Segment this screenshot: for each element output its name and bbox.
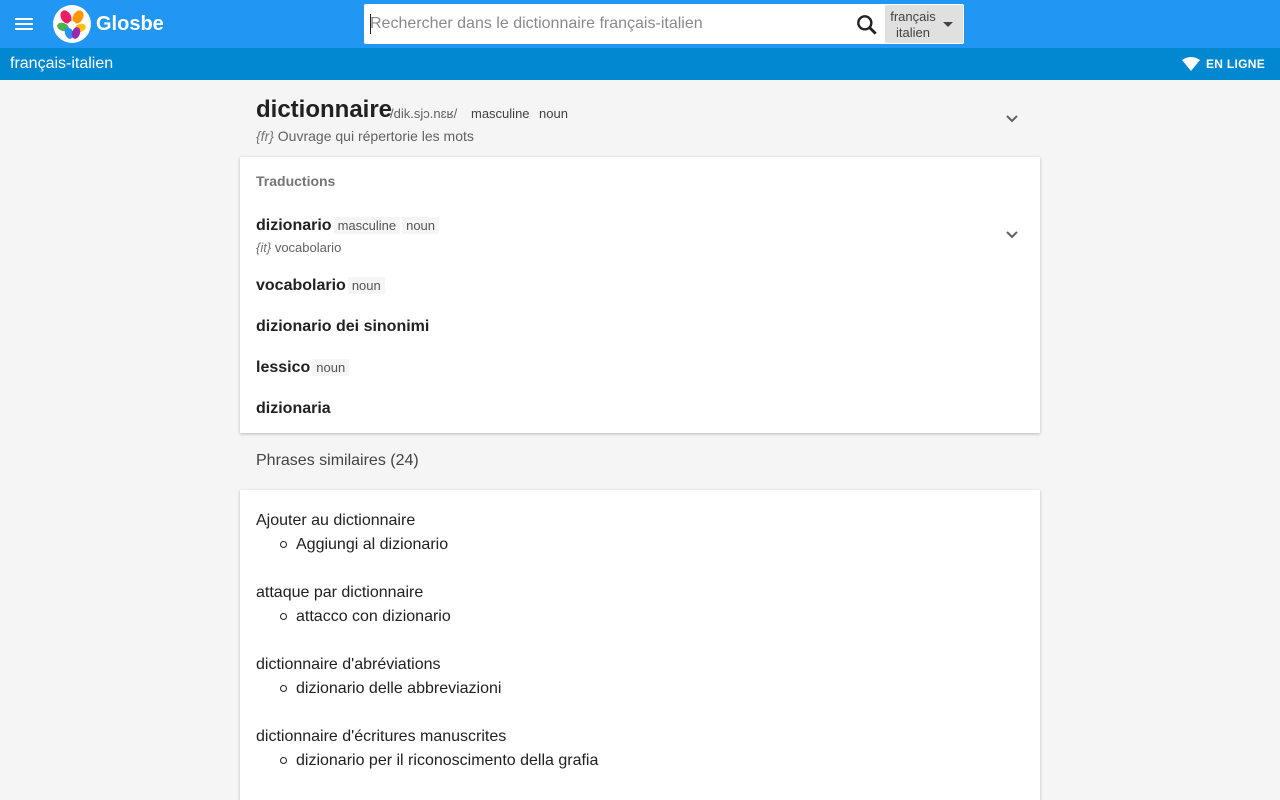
similar-phrases-card	[240, 490, 1040, 800]
pos-tag: noun	[348, 277, 385, 294]
dropdown-arrow-icon	[943, 22, 953, 27]
search-input[interactable]	[370, 10, 846, 38]
language-selector[interactable]	[885, 5, 963, 43]
pos-tag: noun	[312, 359, 349, 376]
translation-word: dizionario	[256, 217, 332, 234]
glosbe-logo-icon[interactable]	[53, 5, 91, 43]
phrase-source[interactable]: Ajouter au dictionnaire	[256, 512, 416, 529]
phrase-target[interactable]: dizionario delle abbreviazioni	[296, 680, 502, 697]
similar-phrases-title: Phrases similaires (24)	[256, 452, 419, 469]
translation-word: dizionaria	[256, 400, 331, 417]
translation-item[interactable]	[256, 400, 331, 418]
pos-tag: noun	[539, 106, 568, 121]
definition-text: Ouvrage qui répertorie les mots	[277, 128, 474, 144]
pronunciation: /dik.sjɔ.nɛʁ/	[390, 106, 458, 121]
translation-word: vocabolario	[256, 277, 346, 294]
wifi-icon	[1182, 57, 1200, 71]
phrase-source[interactable]: attaque par dictionnaire	[256, 584, 424, 601]
translation-word: dizionario dei sinonimi	[256, 318, 430, 335]
online-status[interactable]	[1182, 56, 1266, 72]
definition	[256, 128, 474, 144]
language-line-2: italien	[896, 25, 930, 40]
phrase-source[interactable]: dictionnaire d'écritures manuscrites	[256, 728, 507, 745]
search-icon[interactable]	[854, 12, 880, 38]
bullet-icon	[280, 685, 287, 692]
phrase-target[interactable]: Aggiungi al dizionario	[296, 536, 449, 553]
online-label: EN LIGNE	[1206, 57, 1266, 71]
language-line-1: français	[890, 9, 936, 24]
menu-icon[interactable]	[12, 12, 36, 36]
text-caret	[370, 14, 371, 34]
bullet-icon	[280, 757, 287, 764]
pos-tag: noun	[402, 217, 439, 234]
chevron-down-icon[interactable]	[1002, 224, 1022, 244]
definition-lang: {fr}	[256, 128, 274, 144]
phrase-target[interactable]: attacco con dizionario	[296, 608, 451, 625]
translation-item[interactable]	[256, 359, 349, 377]
top-app-bar	[0, 0, 1280, 48]
bullet-icon	[280, 541, 287, 548]
translation-item[interactable]	[256, 318, 429, 336]
phrase-target[interactable]: dizionario per il riconoscimento della grafia	[296, 752, 599, 769]
sub-bar	[0, 48, 1280, 80]
language-pair-title[interactable]: français-italien	[10, 55, 114, 72]
note-text: vocabolario	[274, 240, 342, 255]
translation-note	[256, 240, 341, 255]
brand-name[interactable]: Glosbe	[96, 13, 164, 35]
chevron-down-icon[interactable]	[1002, 108, 1022, 128]
translation-word: lessico	[256, 359, 311, 376]
translation-item[interactable]	[256, 217, 439, 235]
bullet-icon	[280, 613, 287, 620]
note-lang: {it}	[256, 240, 272, 255]
search-box	[364, 4, 964, 44]
entry-header	[256, 96, 1040, 148]
headword: dictionnaire	[256, 96, 393, 123]
translations-card	[240, 157, 1040, 433]
translation-item[interactable]	[256, 277, 385, 295]
gender-tag: masculine	[334, 217, 401, 234]
gender-tag: masculine	[471, 106, 530, 121]
phrase-source[interactable]: dictionnaire d'abréviations	[256, 656, 441, 673]
translations-heading: Traductions	[256, 173, 336, 189]
